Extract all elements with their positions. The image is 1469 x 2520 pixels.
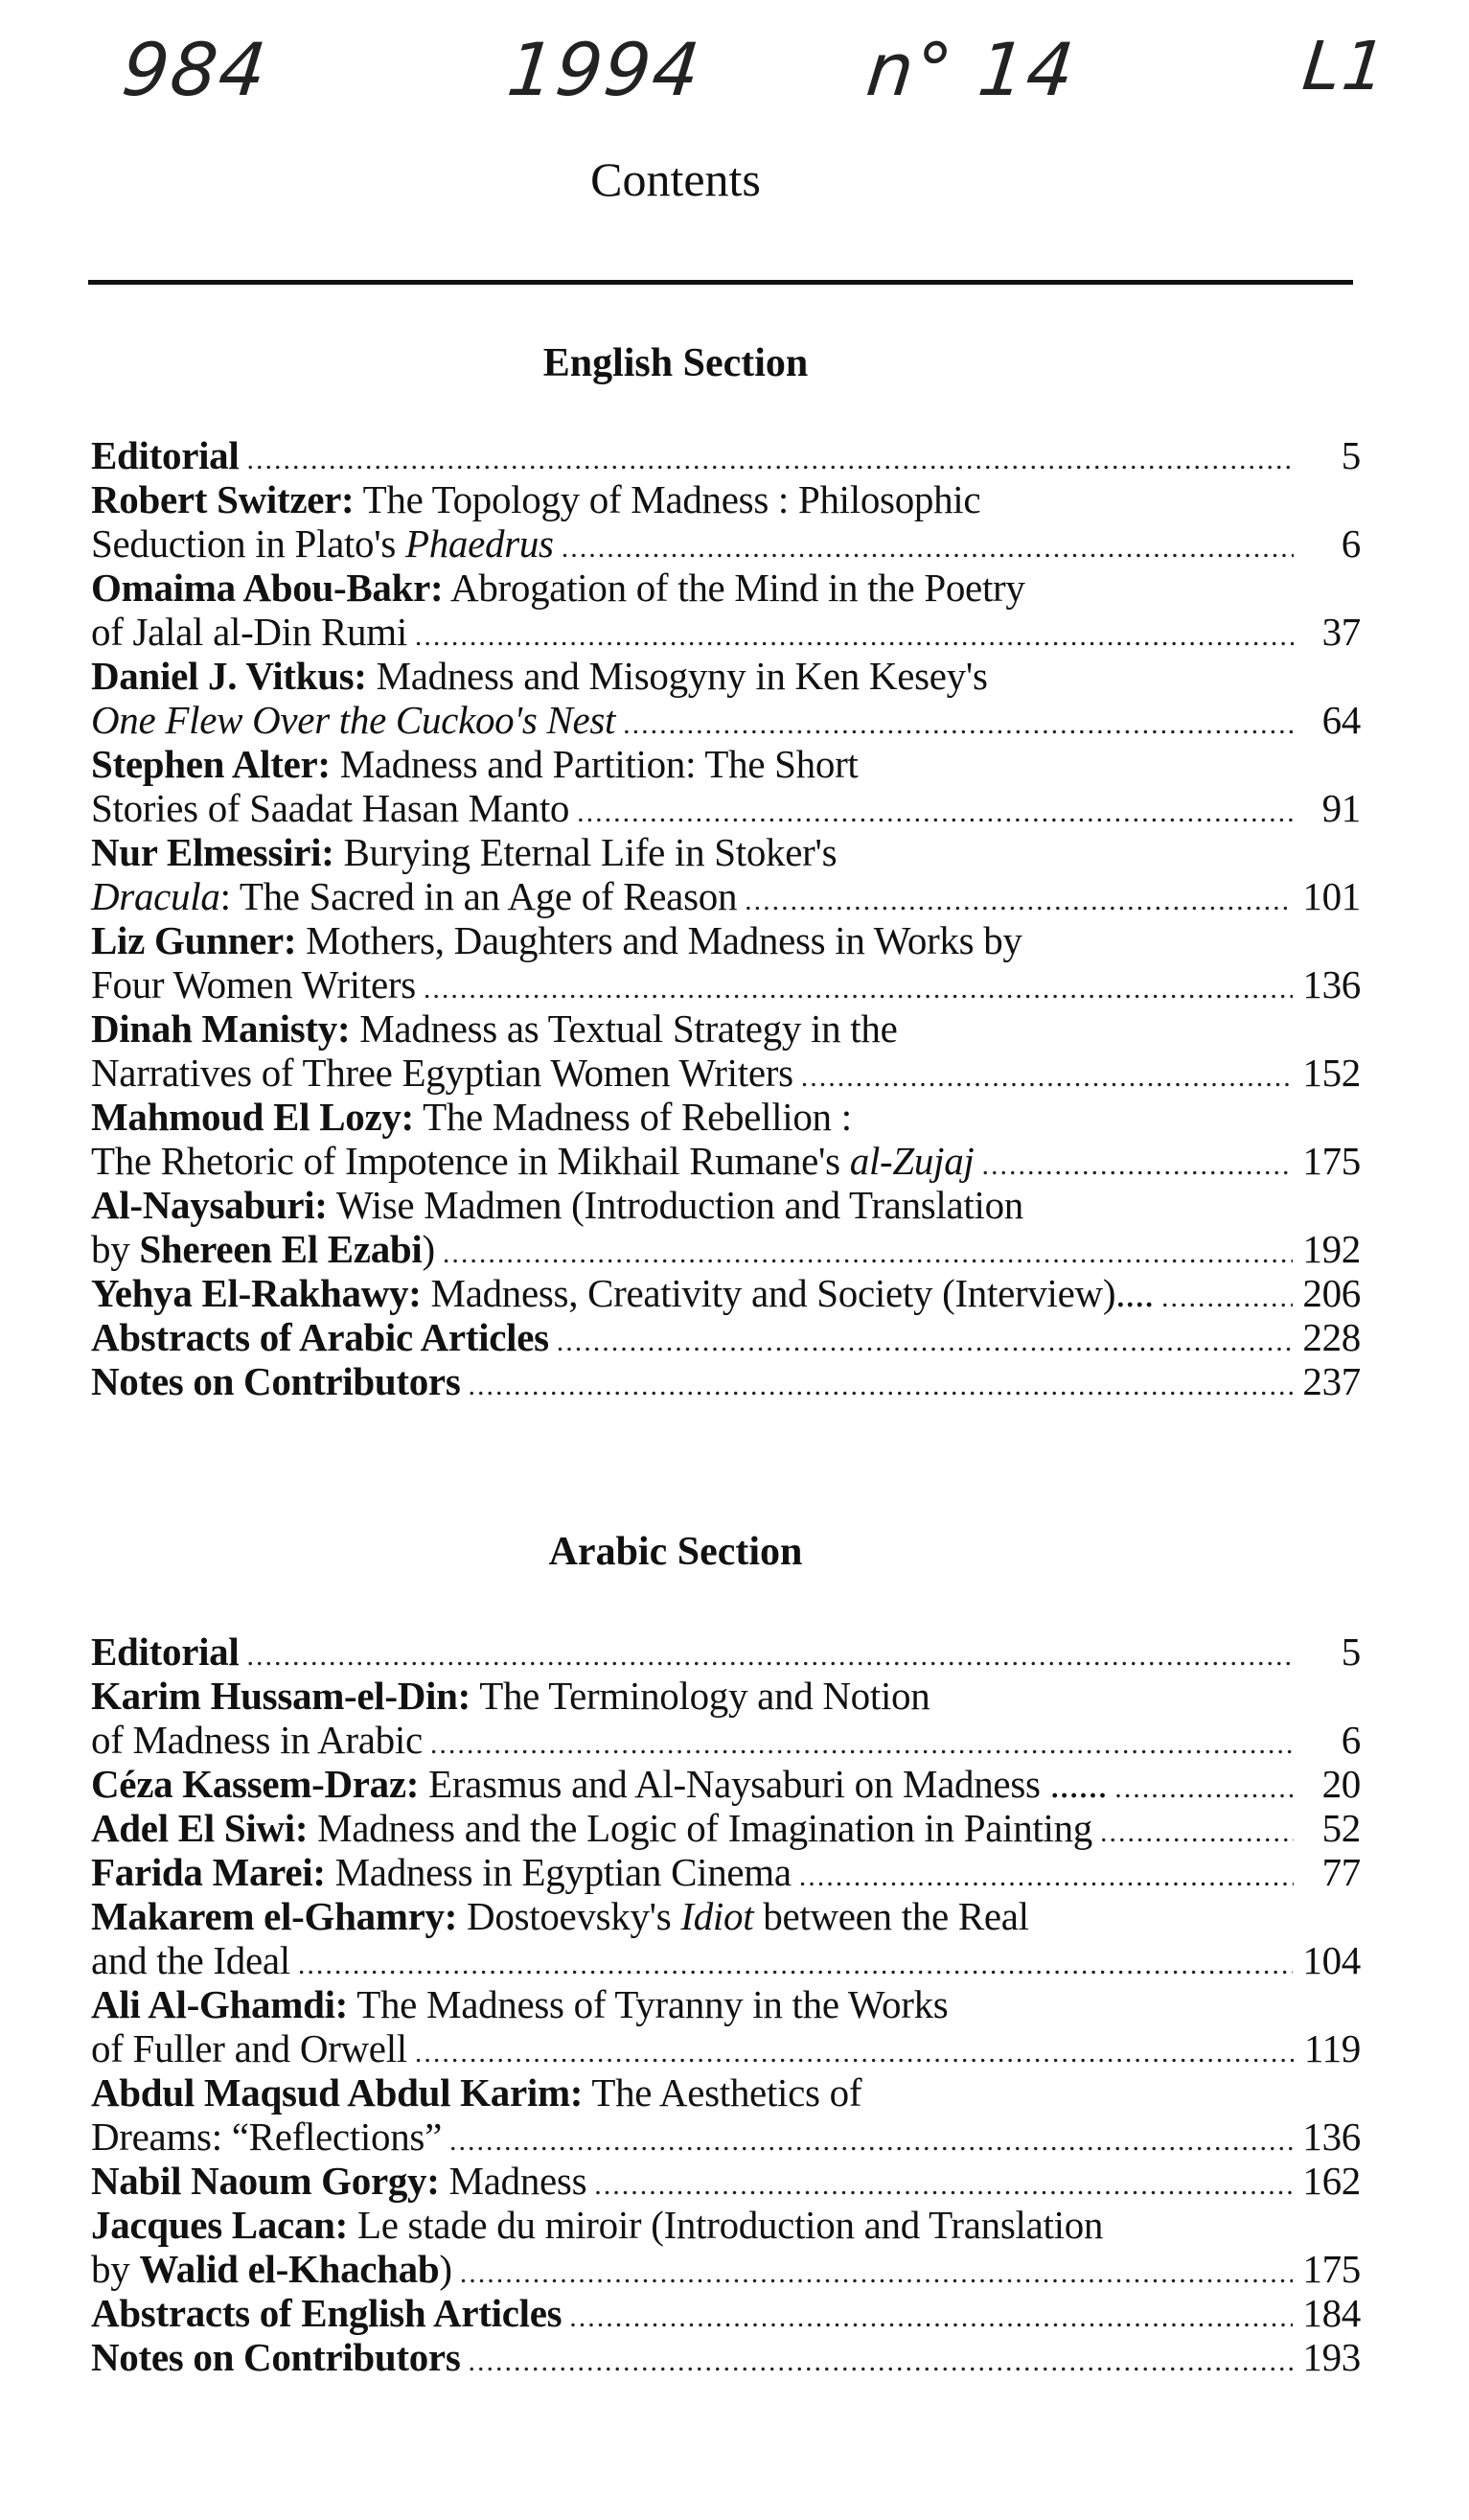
toc-line-text (91, 1227, 435, 1271)
dot-leader (430, 1722, 1294, 1767)
toc-line (91, 477, 1361, 521)
toc-line-text (91, 433, 239, 477)
page-number: 193 (1302, 2335, 1361, 2379)
toc-author: Nur Elmessiri: (91, 830, 334, 874)
toc-line (91, 2247, 1361, 2291)
page-number: 20 (1321, 1762, 1361, 1806)
toc-line-text (91, 918, 1022, 962)
toc-rest: Narratives of Three Egyptian Women Writers (91, 1051, 793, 1095)
toc-rest: The Topology of Madness : Philosophic (354, 477, 981, 521)
toc-line-text (91, 2115, 442, 2159)
toc-line-text (91, 1938, 290, 1982)
toc-author: Dinah Manisty: (91, 1006, 351, 1051)
toc-line-text (91, 742, 859, 786)
toc-line (91, 1095, 1361, 1139)
toc-line-text (91, 1359, 460, 1403)
toc-line (91, 830, 1361, 874)
toc-line-text (91, 654, 988, 698)
toc-rest: Stories of Saadat Hasan Manto (91, 786, 570, 830)
toc-author: Omaima Abou-Bakr: (91, 566, 444, 610)
toc-italic: Phaedrus (404, 521, 554, 566)
toc-line-text (91, 1718, 423, 1762)
arabic-contents-list (91, 1630, 1361, 2379)
dot-leader (562, 526, 1294, 570)
page-number: 136 (1302, 962, 1361, 1006)
toc-line (91, 2159, 1361, 2203)
toc-italic: Dracula (91, 874, 220, 918)
toc-rest: by (91, 1227, 140, 1271)
dot-leader (424, 967, 1294, 1011)
toc-line-text (91, 521, 554, 566)
toc-rest: Dreams: “Reflections” (91, 2115, 442, 2159)
page-number: 136 (1302, 2115, 1361, 2159)
toc-bold2: Shereen El Ezabi (139, 1227, 423, 1271)
dot-leader (468, 1364, 1293, 1408)
toc-line (91, 2070, 1361, 2115)
toc-author: Daniel J. Vitkus: (91, 654, 367, 698)
toc-rest: Abrogation of the Mind in the Poetry (443, 566, 1025, 610)
toc-line (91, 1674, 1361, 1718)
toc-author: Nabil Naoum Gorgy: (91, 2159, 440, 2203)
dot-leader (298, 1943, 1294, 1987)
toc-line (91, 1894, 1361, 1938)
toc-line-text (91, 1271, 1154, 1315)
toc-line (91, 2291, 1361, 2335)
title-rule (88, 280, 1353, 285)
toc-rest: Madness as Textual Strategy in the (350, 1006, 898, 1051)
toc-line (91, 1271, 1361, 1315)
toc-line (91, 1315, 1361, 1359)
dot-leader (623, 703, 1294, 747)
toc-author: Liz Gunner: (91, 918, 297, 962)
page-number: 206 (1302, 1271, 1361, 1315)
dot-leader (460, 2252, 1294, 2296)
toc-line (91, 566, 1361, 610)
dot-leader (1114, 1767, 1294, 1811)
toc-line (91, 1718, 1361, 1762)
page-number: 101 (1302, 874, 1361, 918)
toc-line (91, 1938, 1361, 1982)
handwritten-issue: n° 14 (862, 27, 1080, 112)
page-number: 184 (1302, 2291, 1361, 2335)
toc-rest: Dostoevsky's (457, 1894, 681, 1938)
toc-author: Stephen Alter: (91, 742, 331, 786)
page-number: 37 (1321, 610, 1361, 654)
toc-rest: Wise Madmen (Introduction and Translation (327, 1183, 1023, 1227)
dot-leader (569, 2296, 1293, 2340)
toc-line (91, 1051, 1361, 1095)
page-number: 52 (1321, 1806, 1361, 1850)
toc-line (91, 1359, 1361, 1403)
toc-author: Makarem el-Ghamry: (91, 1894, 458, 1938)
page-title: Contents (590, 152, 761, 206)
page-number: 162 (1302, 2159, 1361, 2203)
toc-line (91, 1227, 1361, 1271)
toc-author: Editorial (91, 1630, 240, 1674)
dot-leader (557, 1320, 1294, 1364)
toc-line-text (91, 1674, 930, 1718)
toc-line-text (91, 2247, 452, 2291)
toc-line (91, 1139, 1361, 1183)
dot-leader (594, 2163, 1293, 2208)
toc-rest: Madness, Creativity and Society (Interview).... (421, 1271, 1154, 1315)
dot-leader (468, 2340, 1293, 2384)
english-contents-list (91, 433, 1361, 1403)
dot-leader (577, 791, 1294, 835)
page-number: 5 (1341, 1630, 1361, 1674)
toc-italic: Idiot (680, 1894, 754, 1938)
handwritten-mark: L1 (1298, 27, 1391, 105)
toc-author: Karim Hussam-el-Din: (91, 1674, 471, 1718)
toc-author: Mahmoud El Lozy: (91, 1095, 414, 1139)
toc-line-text (91, 566, 1025, 610)
toc-line (91, 918, 1361, 962)
toc-italic: One Flew Over the Cuckoo's Nest (91, 698, 616, 742)
dot-leader (801, 1055, 1294, 1099)
toc-rest: The Rhetoric of Impotence in Mikhail Rumane's (91, 1139, 850, 1183)
toc-line-text (91, 2335, 460, 2379)
toc-line-text (91, 1850, 792, 1894)
toc-author: Adel El Siwi: (91, 1806, 309, 1850)
toc-tail: : The Sacred in an Age of Reason (219, 874, 738, 918)
toc-line-text (91, 1630, 239, 1674)
toc-line (91, 2203, 1361, 2247)
toc-line (91, 1183, 1361, 1227)
toc-author: Editorial (91, 433, 240, 477)
page-number: 6 (1341, 1718, 1361, 1762)
toc-line-text (91, 962, 416, 1006)
toc-author: Abdul Maqsud Abdul Karim: (91, 2070, 584, 2115)
toc-line-text (91, 2291, 562, 2335)
dot-leader (981, 1144, 1293, 1188)
dot-leader (1161, 1276, 1293, 1320)
toc-line (91, 874, 1361, 918)
dot-leader (415, 2031, 1294, 2075)
toc-line-text (91, 1982, 948, 2026)
toc-author: Yehya El-Rakhawy: (91, 1271, 422, 1315)
toc-author: Notes on Contributors (91, 2335, 461, 2379)
toc-line-text (91, 830, 837, 874)
toc-rest: Burying Eternal Life in Stoker's (333, 830, 838, 874)
toc-rest: Seduction in Plato's (91, 521, 405, 566)
toc-author: Notes on Contributors (91, 1359, 461, 1403)
english-section-heading: English Section (542, 341, 809, 385)
page-number: 119 (1303, 2026, 1361, 2070)
toc-author: Abstracts of Arabic Articles (91, 1315, 549, 1359)
toc-author: Jacques Lacan: (91, 2203, 349, 2247)
dot-leader (1100, 1811, 1294, 1855)
toc-line-text (91, 1762, 1107, 1806)
page-number: 64 (1321, 698, 1361, 742)
toc-line (91, 610, 1361, 654)
page-number: 228 (1302, 1315, 1361, 1359)
toc-author: Robert Switzer: (91, 477, 355, 521)
toc-rest: Mothers, Daughters and Madness in Works by (296, 918, 1022, 962)
toc-rest: The Madness of Tyranny in the Works (348, 1982, 949, 2026)
toc-line (91, 1982, 1361, 2026)
handwritten-year: 1994 (503, 27, 706, 112)
toc-line (91, 2115, 1361, 2159)
toc-tail: ) (439, 2247, 452, 2291)
toc-rest: Erasmus and Al-Naysaburi on Madness ...... (419, 1762, 1108, 1806)
toc-line-text (91, 1051, 793, 1095)
page-number: 175 (1302, 2247, 1361, 2291)
toc-line (91, 698, 1361, 742)
page-number: 77 (1321, 1850, 1361, 1894)
dot-leader (799, 1855, 1294, 1899)
toc-line-text (91, 1006, 897, 1051)
toc-line-text (91, 786, 569, 830)
page-number: 192 (1302, 1227, 1361, 1271)
dot-leader (449, 2119, 1293, 2163)
dot-leader (443, 1232, 1294, 1276)
toc-line (91, 433, 1361, 477)
toc-rest: of Madness in Arabic (91, 1718, 423, 1762)
toc-tail: between the Real (753, 1894, 1029, 1938)
toc-rest: by (91, 2247, 140, 2291)
toc-line-text (91, 2026, 407, 2070)
toc-line (91, 1806, 1361, 1850)
toc-rest: The Madness of Rebellion : (413, 1095, 852, 1139)
toc-line-text (91, 610, 407, 654)
toc-rest: Madness and the Logic of Imagination in Painting (308, 1806, 1093, 1850)
toc-line (91, 786, 1361, 830)
page-number: 104 (1302, 1938, 1361, 1982)
handwritten-ref-number: 984 (118, 27, 272, 112)
toc-tail: ) (422, 1227, 435, 1271)
toc-line (91, 2026, 1361, 2070)
toc-author: Abstracts of English Articles (91, 2291, 562, 2335)
toc-rest: of Jalal al-Din Rumi (91, 610, 407, 654)
toc-rest: Madness in Egyptian Cinema (325, 1850, 792, 1894)
toc-line (91, 1630, 1361, 1674)
toc-line-text (91, 1315, 549, 1359)
toc-line-text (91, 2203, 1103, 2247)
toc-rest: Madness and Partition: The Short (330, 742, 859, 786)
toc-line-text (91, 1894, 1029, 1938)
toc-rest: of Fuller and Orwell (91, 2026, 407, 2070)
toc-line (91, 742, 1361, 786)
arabic-section-heading: Arabic Section (548, 1530, 803, 1574)
toc-author: Al-Naysaburi: (91, 1183, 328, 1227)
toc-author: Ali Al-Ghamdi: (91, 1982, 349, 2026)
toc-line-text (91, 2159, 586, 2203)
toc-line-text (91, 477, 980, 521)
toc-line-text (91, 1095, 852, 1139)
toc-bold2: Walid el-Khachab (139, 2247, 440, 2291)
toc-rest: The Aesthetics of (583, 2070, 862, 2115)
page-number: 6 (1341, 521, 1361, 566)
page-number: 152 (1302, 1051, 1361, 1095)
dot-leader (415, 614, 1294, 659)
page-number: 5 (1341, 433, 1361, 477)
dot-leader (246, 1634, 1294, 1678)
page-number: 237 (1302, 1359, 1361, 1403)
toc-rest: Madness (439, 2159, 587, 2203)
toc-line (91, 1762, 1361, 1806)
toc-line (91, 2335, 1361, 2379)
toc-line (91, 1850, 1361, 1894)
toc-rest: Madness and Misogyny in Ken Kesey's (366, 654, 988, 698)
toc-rest: Le stade du miroir (Introduction and Translation (348, 2203, 1104, 2247)
toc-line (91, 1006, 1361, 1051)
toc-line-text (91, 2070, 861, 2115)
toc-line-text (91, 1139, 974, 1183)
dot-leader (745, 879, 1293, 923)
toc-rest: Four Women Writers (91, 962, 416, 1006)
toc-line-text (91, 698, 615, 742)
toc-italic: al-Zujaj (849, 1139, 975, 1183)
toc-line-text (91, 1806, 1092, 1850)
toc-author: Céza Kassem-Draz: (91, 1762, 420, 1806)
toc-line (91, 962, 1361, 1006)
toc-line (91, 521, 1361, 566)
toc-author: Farida Marei: (91, 1850, 326, 1894)
toc-line (91, 654, 1361, 698)
toc-rest: and the Ideal (91, 1938, 290, 1982)
toc-line-text (91, 1183, 1023, 1227)
toc-rest: The Terminology and Notion (471, 1674, 930, 1718)
dot-leader (246, 438, 1294, 482)
page-number: 175 (1302, 1139, 1361, 1183)
toc-line-text (91, 874, 737, 918)
page-number: 91 (1321, 786, 1361, 830)
